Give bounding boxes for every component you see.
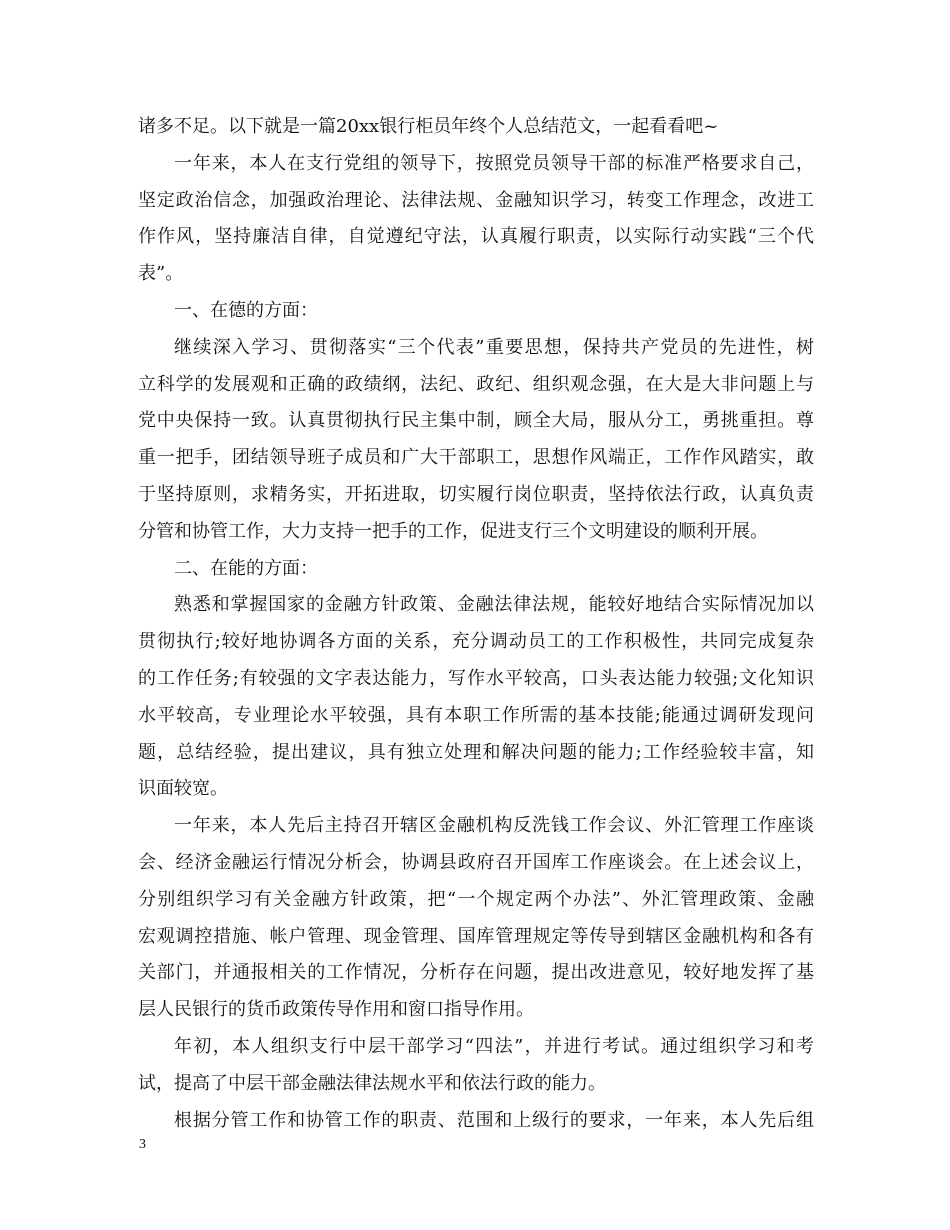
section-heading: 一、在德的方面：	[174, 299, 318, 321]
text-line: 题，总结经验，提出建议，具有独立处理和解决问题的能力;工作经验较丰富，知	[138, 741, 814, 763]
page-number: 3	[139, 1137, 146, 1152]
text-line: 识面较宽。	[138, 778, 228, 800]
paragraph-first-line: 根据分管工作和协管工作的职责、范围和上级行的要求，一年来，本人先后组	[174, 1109, 814, 1131]
text-line: 坚定政治信念，加强政治理论、法律法规、金融知识学习，转变工作理念，改进工	[138, 189, 814, 211]
paragraph-first-line: 年初，本人组织支行中层干部学习“四法”，并进行考试。通过组织学习和考	[174, 1035, 814, 1057]
paragraph-first-line: 一年来，本人先后主持召开辖区金融机构反洗钱工作会议、外汇管理工作座谈	[174, 815, 814, 837]
text-line: 会、经济金融运行情况分析会，协调县政府召开国库工作座谈会。在上述会议上，	[138, 851, 814, 873]
text-line: 表”。	[138, 263, 184, 285]
body-text	[138, 109, 814, 1139]
text-line: 于坚持原则，求精务实，开拓进取，切实履行岗位职责，坚持依法行政，认真负责	[138, 483, 814, 505]
text-line: 试，提高了中层干部金融法律法规水平和依法行政的能力。	[138, 1072, 606, 1094]
text-line: 重一把手，团结领导班子成员和广大干部职工，思想作风端正，工作作风踏实，敢	[138, 447, 814, 469]
text-line: 党中央保持一致。认真贯彻执行民主集中制，顾全大局，服从分工，勇挑重担。尊	[138, 410, 814, 432]
text-line: 分别组织学习有关金融方针政策，把“一个规定两个办法”、外汇管理政策、金融	[138, 888, 814, 910]
text-line: 的工作任务;有较强的文字表达能力，写作水平较高，口头表达能力较强;文化知识	[138, 667, 814, 689]
text-line: 宏观调控措施、帐户管理、现金管理、国库管理规定等传导到辖区金融机构和各有	[138, 925, 814, 947]
text-line: 分管和协管工作，大力支持一把手的工作，促进支行三个文明建设的顺利开展。	[138, 520, 768, 542]
text-line: 层人民银行的货币政策传导作用和窗口指导作用。	[138, 999, 534, 1021]
text-line: 作作风，坚持廉洁自律，自觉遵纪守法，认真履行职责，以实际行动实践“三个代	[138, 226, 814, 248]
text-line: 贯彻执行;较好地协调各方面的关系，充分调动员工的工作积极性，共同完成复杂	[138, 631, 814, 653]
text-line: 诸多不足。以下就是一篇20xx银行柜员年终个人总结范文，一起看看吧~	[138, 116, 719, 137]
paragraph-first-line: 熟悉和掌握国家的金融方针政策、金融法律法规，能较好地结合实际情况加以	[174, 594, 814, 616]
text-line: 水平较高，专业理论水平较强，具有本职工作所需的基本技能;能通过调研发现问	[138, 704, 814, 726]
text-line: 立科学的发展观和正确的政绩纲，法纪、政纪、组织观念强，在大是大非问题上与	[138, 373, 814, 395]
section-heading: 二、在能的方面：	[174, 557, 318, 579]
text-line: 关部门，并通报相关的工作情况，分析存在问题，提出改进意见，较好地发挥了基	[138, 962, 814, 984]
paragraph-first-line: 一年来，本人在支行党组的领导下，按照党员领导干部的标准严格要求自己，	[174, 152, 814, 174]
paragraph-first-line: 继续深入学习、贯彻落实“三个代表”重要思想，保持共产党员的先进性，树	[174, 336, 814, 358]
